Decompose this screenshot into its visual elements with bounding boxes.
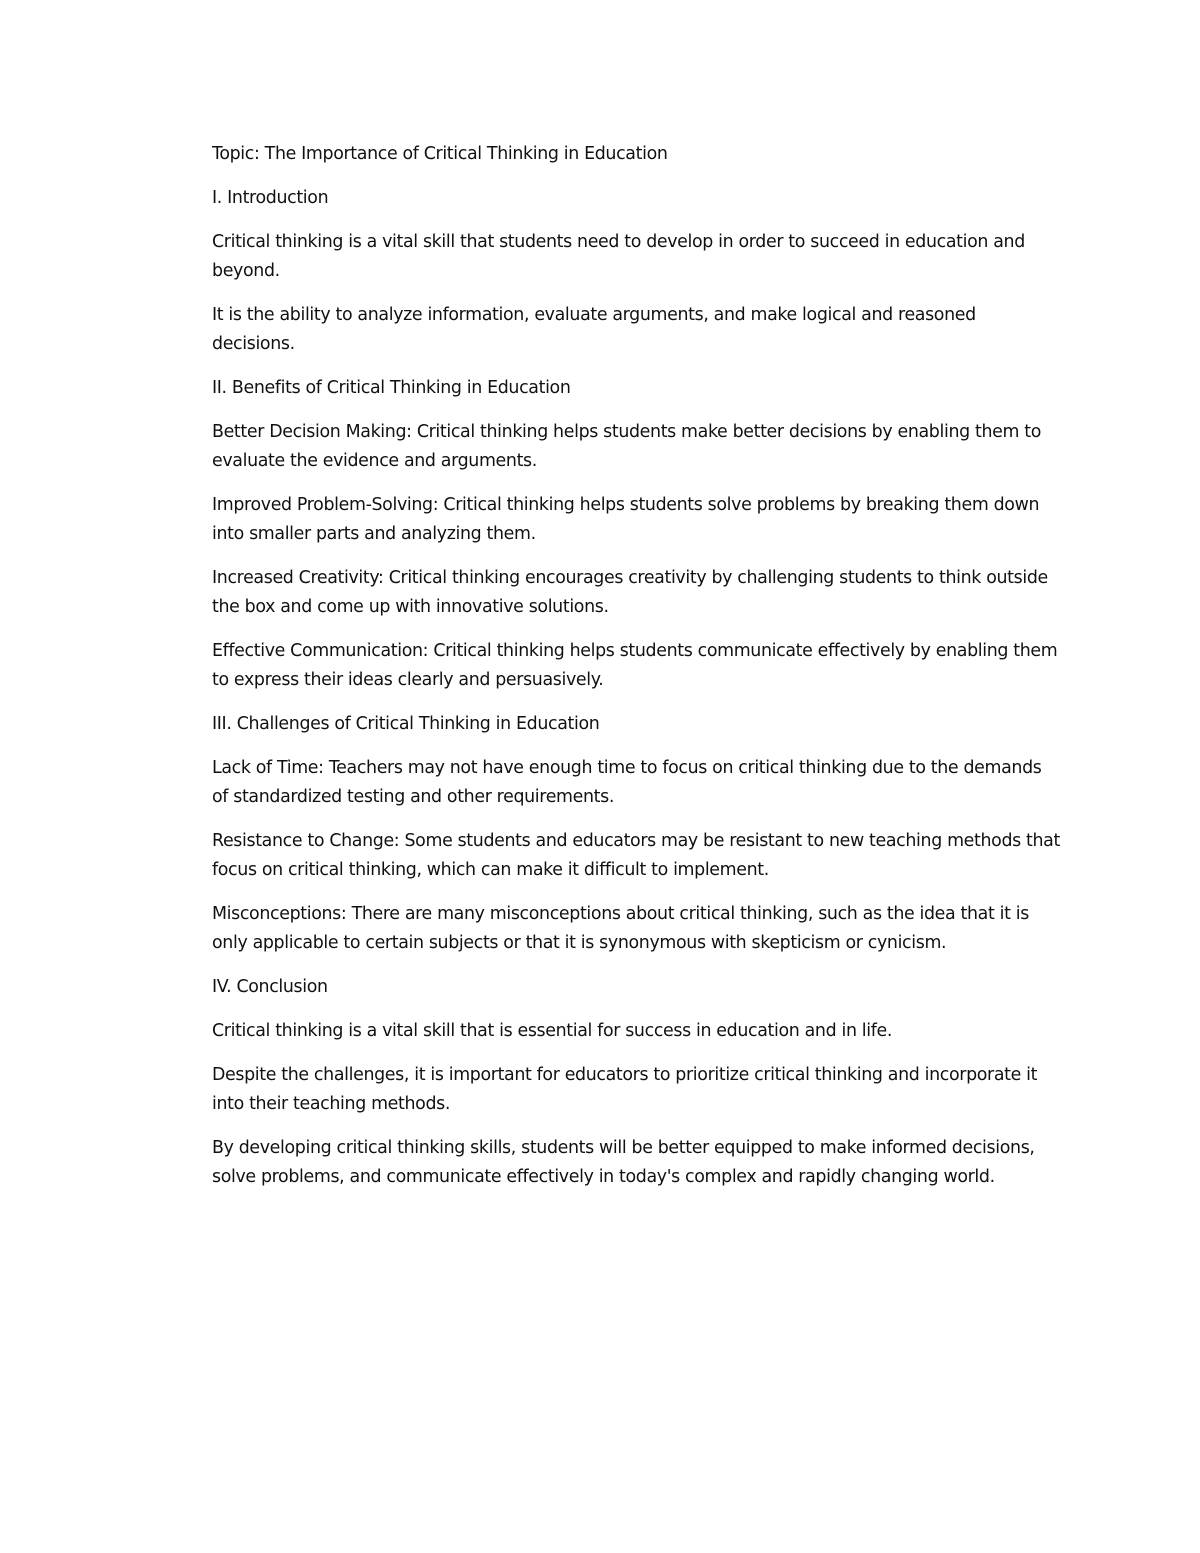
section-heading-challenges: III. Challenges of Critical Thinking in Education [212, 714, 600, 734]
paragraph: Increased Creativity: Critical thinking encourages creativity by challenging students to think outside the box and come up with innovative solutions. [212, 568, 1048, 617]
paragraph: It is the ability to analyze information, evaluate arguments, and make logical and reasoned decisions. [212, 305, 976, 354]
paragraph: Critical thinking is a vital skill that is essential for success in education and in life. [212, 1021, 893, 1041]
paragraph: Resistance to Change: Some students and educators may be resistant to new teaching methods that focus on critical thinking, which can make it difficult to implement. [212, 831, 1060, 880]
paragraph: Lack of Time: Teachers may not have enough time to focus on critical thinking due to the demands of standardized testing and other requirements. [212, 758, 1042, 807]
paragraph: Despite the challenges, it is important for educators to prioritize critical thinking and incorporate it into their teaching methods. [212, 1065, 1038, 1114]
section-heading-conclusion: IV. Conclusion [212, 977, 328, 997]
section-heading-benefits: II. Benefits of Critical Thinking in Education [212, 378, 571, 398]
paragraph: Misconceptions: There are many misconceptions about critical thinking, such as the idea that it is only applicable to certain subjects or that it is synonymous with skepticism or cynicism. [212, 904, 1029, 953]
document-body [212, 140, 1062, 1207]
section-heading-introduction: I. Introduction [212, 188, 329, 208]
paragraph: By developing critical thinking skills, students will be better equipped to make informed decisions, solve problems, and communicate effectively in today's complex and rapidly changing world. [212, 1138, 1035, 1187]
paragraph: Better Decision Making: Critical thinking helps students make better decisions by enabling them to evaluate the evidence and arguments. [212, 422, 1042, 471]
paragraph: Critical thinking is a vital skill that students need to develop in order to succeed in education and beyond. [212, 232, 1025, 281]
paragraph: Effective Communication: Critical thinking helps students communicate effectively by enabling them to express their ideas clearly and persuasively. [212, 641, 1058, 690]
paragraph: Improved Problem-Solving: Critical thinking helps students solve problems by breaking them down into smaller parts and analyzing them. [212, 495, 1040, 544]
topic-title: Topic: The Importance of Critical Thinking in Education [212, 144, 668, 164]
